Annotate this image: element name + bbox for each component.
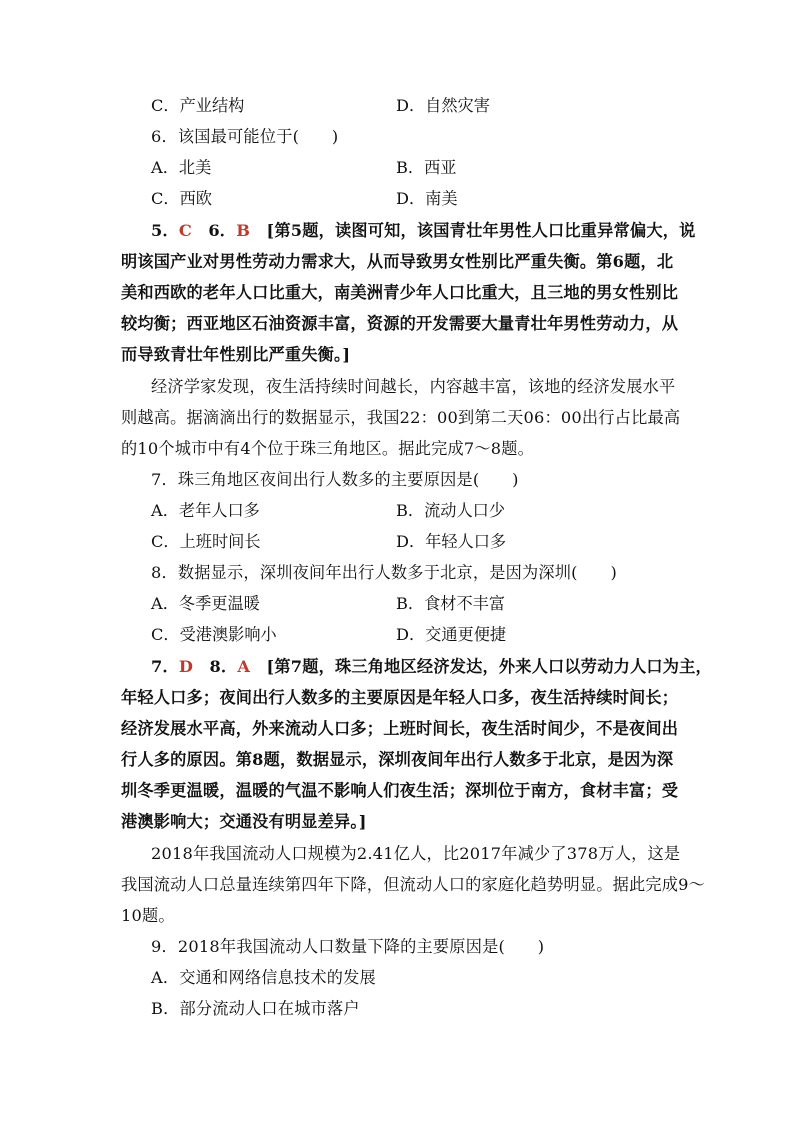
q9-option-a: A．交通和网络信息技术的发展 <box>151 968 376 987</box>
answer-7-8-line-2: 年轻人口多；夜间出行人数多的主要原因是年轻人口多，夜生活持续时间长； <box>121 688 679 707</box>
answer-5-key: C <box>178 221 192 240</box>
q6-options-ab <box>151 158 671 178</box>
answer-5-6-line-5: 而导致青壮年性别比严重失衡。] <box>121 345 351 364</box>
passage-9-10-line-1: 2018年我国流动人口规模为2.41亿人，比2017年减少了378万人，这是 <box>151 844 681 863</box>
answer-8-key: A <box>237 657 251 676</box>
answer-7-8-line-5: 圳冬季更温暖，温暖的气温不影响人们夜生活；深圳位于南方，食材丰富；受 <box>121 781 679 800</box>
passage-9-10-line-2: 我国流动人口总量连续第四年下降，但流动人口的家庭化趋势明显。据此完成9～ <box>121 875 706 894</box>
answer-8-number: 8． <box>193 657 238 676</box>
q8-option-b: B．食材不丰富 <box>396 594 506 613</box>
q6-option-a: A．北美 <box>151 158 212 177</box>
answer-7-number: 7． <box>151 657 179 676</box>
passage-7-8-line-2: 则越高。据滴滴出行的数据显示，我国22：00到第二天06：00出行占比最高 <box>121 408 681 427</box>
q6-option-c: C．西欧 <box>151 189 212 208</box>
answer-7-8-line-6: 港澳影响大；交通没有明显差异。] <box>121 812 367 831</box>
q6-option-b: B．西亚 <box>396 158 457 177</box>
q8-option-a: A．冬季更温暖 <box>151 594 260 613</box>
q8-option-c: C．受港澳影响小 <box>151 625 277 644</box>
q7-option-b: B．流动人口少 <box>396 501 506 520</box>
q6-option-d: D．南美 <box>396 189 458 208</box>
q5-option-d: D．自然灾害 <box>396 96 490 115</box>
answer-7-8-explanation-1: [第7题，珠三角地区经济发达，外来人口以劳动力人口为主， <box>250 657 712 676</box>
answer-5-6-line-3: 美和西欧的老年人口比重大，南美洲青少年人口比重大，且三地的男女性别比 <box>121 283 679 302</box>
answer-7-key: D <box>178 657 194 676</box>
q9-stem: 9．2018年我国流动人口数量下降的主要原因是( ) <box>151 937 545 956</box>
answer-7-8-line-4: 行人多的原因。第8题，数据显示，深圳夜间年出行人数多于北京，是因为深 <box>121 750 674 769</box>
q8-options-ab <box>151 594 671 614</box>
q5-option-c: C．产业结构 <box>151 96 245 115</box>
q6-options-cd <box>151 189 671 209</box>
passage-7-8-line-1: 经济学家发现，夜生活持续时间越长，内容越丰富，该地的经济发展水平 <box>151 377 676 396</box>
q7-stem: 7．珠三角地区夜间出行人数多的主要原因是( ) <box>151 470 519 489</box>
answer-5-6-line-2: 明该国产业对男性劳动力需求大，从而导致男女性别比严重失衡。第6题，北 <box>121 252 674 271</box>
answer-7-8-line-3: 经济发展水平高，外来流动人口多；上班时间长，夜生活时间少，不是夜间出 <box>121 719 679 738</box>
answer-6-key: B <box>236 221 251 240</box>
q7-option-c: C．上班时间长 <box>151 532 261 551</box>
q7-option-a: A．老年人口多 <box>151 501 260 520</box>
passage-9-10-line-3: 10题。 <box>121 906 175 925</box>
q6-stem: 6．该国最可能位于( ) <box>151 127 339 146</box>
q5-options-cd <box>151 96 671 116</box>
answer-5-6-line-1 <box>151 221 696 241</box>
q7-options-ab <box>151 501 671 521</box>
q8-options-cd <box>151 625 671 645</box>
q7-option-d: D．年轻人口多 <box>396 532 507 551</box>
passage-7-8-line-3: 的10个城市中有4个位于珠三角地区。据此完成7～8题。 <box>121 439 535 458</box>
q8-stem: 8．数据显示，深圳夜间年出行人数多于北京，是因为深圳( ) <box>151 563 617 582</box>
q9-option-b: B．部分流动人口在城市落户 <box>151 999 360 1018</box>
answer-7-8-line-1 <box>151 657 712 677</box>
answer-5-6-line-4: 较均衡；西亚地区石油资源丰富，资源的开发需要大量青壮年男性劳动力，从 <box>121 314 679 333</box>
answer-6-number: 6． <box>191 221 237 240</box>
q7-options-cd <box>151 532 671 552</box>
answer-5-6-explanation-1: [第5题，读图可知，该国青壮年男性人口比重异常偏大，说 <box>250 221 696 240</box>
q8-option-d: D．交通更便捷 <box>396 625 507 644</box>
answer-5-number: 5． <box>151 221 179 240</box>
